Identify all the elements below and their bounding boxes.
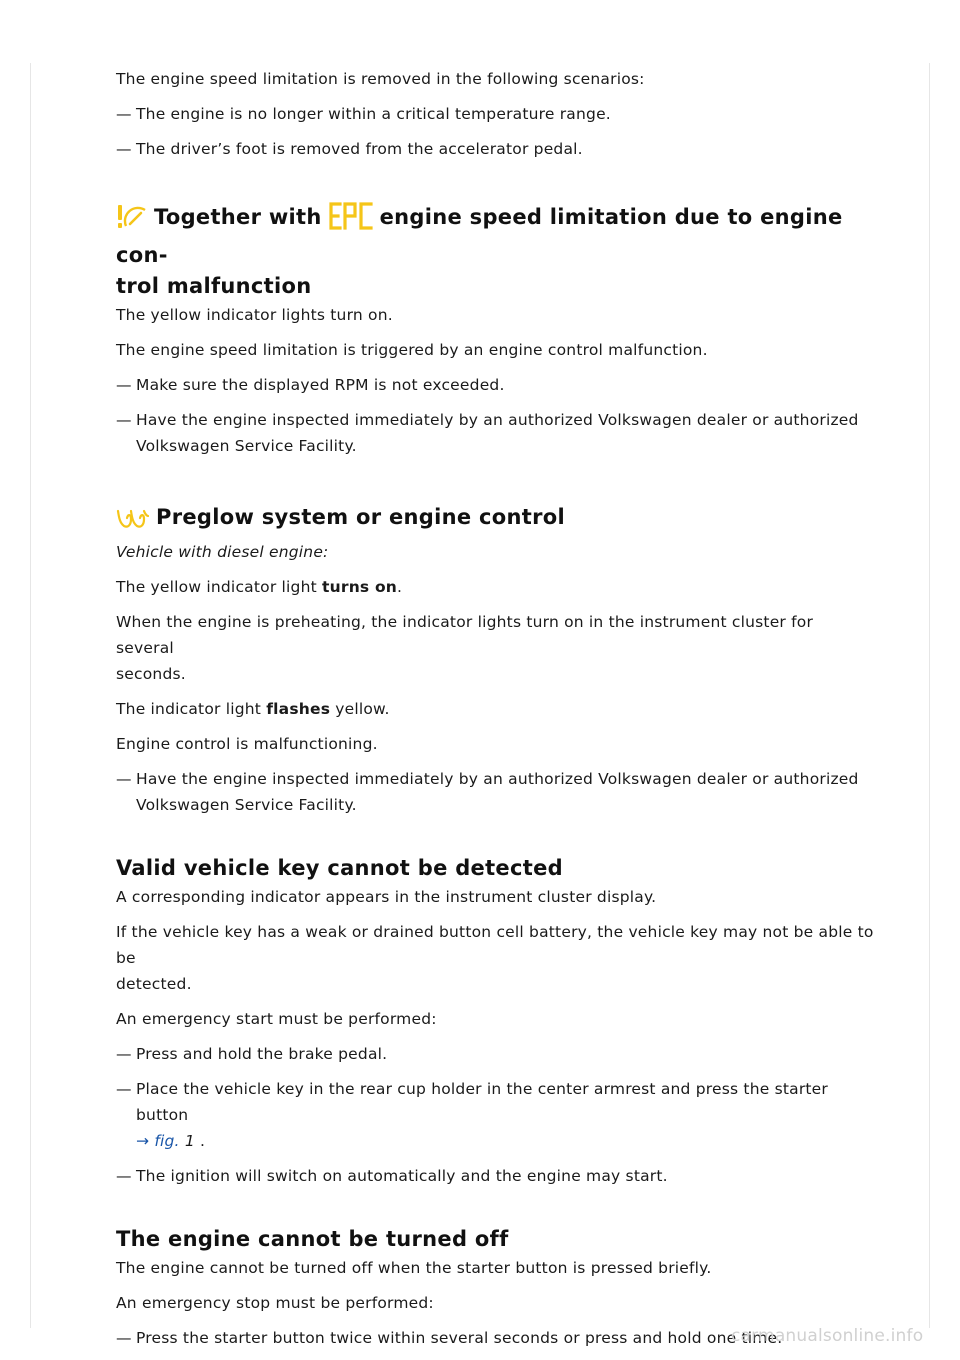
bullet-dash: — (116, 105, 132, 123)
paragraph: Engine control is malfunctioning. (116, 735, 378, 753)
page-right-rule (929, 63, 930, 1328)
section-heading-engine-off: The engine cannot be turned off (116, 1227, 509, 1251)
watermark: carmanualsonline.info (731, 1326, 924, 1346)
arrow-right-icon: → (136, 1132, 150, 1150)
figure-reference-link[interactable]: → fig. (136, 1132, 180, 1150)
bullet-dash: — (116, 1080, 132, 1098)
paragraph: When the engine is preheating, the indicator lights turn on in the instrument cluster for several seconds. (116, 613, 814, 683)
bullet-dash: — (116, 1329, 132, 1347)
list-item: — Have the engine inspected immediately by an authorized Volkswagen dealer or authorized Volkswagen Service Facility. (116, 766, 876, 818)
bullet-dash: — (116, 1167, 132, 1185)
paragraph: If the vehicle key has a weak or drained button cell battery, the vehicle key may not be able to be detected. (116, 923, 874, 993)
paragraph: The engine speed limitation is triggered by an engine control malfunction. (116, 341, 708, 359)
epc-icon (328, 201, 374, 240)
intro-text: The engine speed limitation is removed in the following scenarios: (116, 70, 645, 88)
paragraph: The yellow indicator light turns on. (116, 578, 403, 596)
paragraph: An emergency stop must be performed: (116, 1294, 434, 1312)
manual-page-content (116, 66, 876, 1360)
list-item: — The engine is no longer within a critical temperature range. (116, 101, 876, 127)
list-item: — Place the vehicle key in the rear cup holder in the center armrest and press the starter button → fig. 1 . (116, 1076, 876, 1154)
list-item: — The ignition will switch on automatically and the engine may start. (116, 1163, 876, 1189)
preglow-coil-icon (116, 508, 150, 539)
paragraph: The yellow indicator lights turn on. (116, 306, 393, 324)
section-heading-epc: Together with engine speed limitation due to engine con- trol malfunction (116, 201, 876, 302)
list-item: — Press the starter button twice within several seconds or press and hold one time. (116, 1325, 876, 1351)
page-left-rule (30, 63, 31, 1328)
paragraph: An emergency start must be performed: (116, 1010, 437, 1028)
bullet-dash: — (116, 770, 132, 788)
bullet-dash: — (116, 1045, 132, 1063)
bullet-dash: — (116, 376, 132, 394)
engine-speed-warning-icon (116, 204, 148, 239)
section-heading-preglow: Preglow system or engine control (116, 502, 876, 539)
list-item: — Press and hold the brake pedal. (116, 1041, 876, 1067)
bullet-dash: — (116, 140, 132, 158)
list-item: — Have the engine inspected immediately by an authorized Volkswagen dealer or authorized Volkswagen Service Facility. (116, 407, 876, 459)
paragraph: The engine cannot be turned off when the starter button is pressed briefly. (116, 1259, 712, 1277)
section-subtitle: Vehicle with diesel engine: (116, 543, 329, 561)
list-item: — Make sure the displayed RPM is not exceeded. (116, 372, 876, 398)
figure-number: 1 (184, 1132, 195, 1150)
list-item: — The driver’s foot is removed from the accelerator pedal. (116, 136, 876, 162)
paragraph: A corresponding indicator appears in the instrument cluster display. (116, 888, 657, 906)
bullet-dash: — (116, 411, 132, 429)
section-heading-key: Valid vehicle key cannot be detected (116, 856, 563, 880)
paragraph: The indicator light flashes yellow. (116, 700, 390, 718)
